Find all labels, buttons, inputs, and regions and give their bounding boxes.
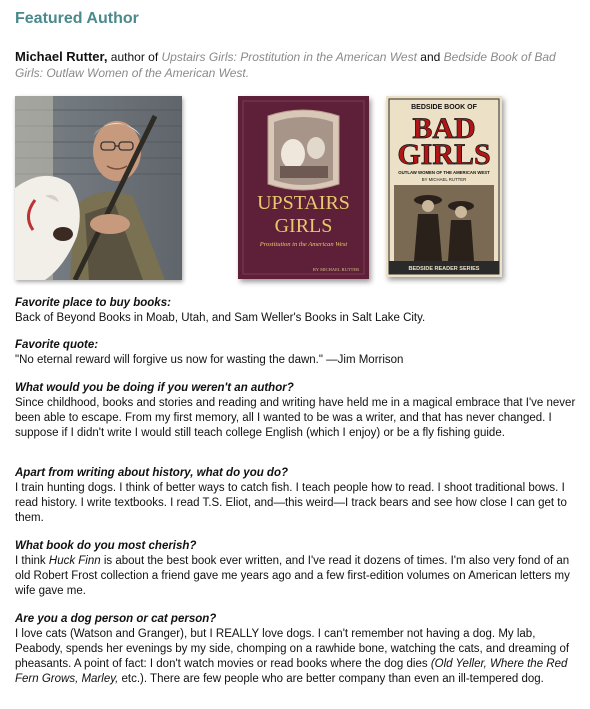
author-photo: [15, 96, 182, 280]
cover-title-line1: UPSTAIRS: [257, 192, 350, 214]
cover-title-line2: GIRLS: [397, 138, 491, 171]
question: Favorite place to buy books:: [15, 297, 171, 309]
answer: [15, 554, 585, 599]
answer-text: I think: [15, 555, 49, 567]
qa-block: [15, 612, 585, 687]
cover-title-line1: BAD: [412, 112, 476, 145]
answer: I train hunting dogs. I think of better ways to catch fish. I teach people how to read. I shoot traditional bows. I read history. I write textbooks. I read T.S. Eliot, and—this weird—I track bears and see how close I can get to them.: [15, 482, 567, 524]
answer: "No eternal reward will forgive us now for wasting the dawn." —Jim Morrison: [15, 354, 404, 366]
book-link-upstairs-girls[interactable]: Upstairs Girls: Prostitution in the American West: [161, 50, 417, 64]
book-titles: (Old Yeller, Where the Red Fern Grows, Marley,: [15, 658, 568, 685]
qa-block: [15, 338, 585, 368]
cover-title-line2: GIRLS: [274, 215, 333, 237]
qa-block: [15, 381, 585, 441]
book-cover-upstairs-girls[interactable]: [238, 96, 369, 279]
featured-author-heading: Featured Author: [15, 10, 139, 27]
cover-author: BY MICHAEL RUTTER: [312, 267, 360, 272]
cover-author: BY MICHAEL RUTTER: [421, 177, 467, 182]
qa-block: [15, 466, 585, 526]
cover-series: BEDSIDE READER SERIES: [408, 266, 480, 272]
author-name: Michael Rutter,: [15, 49, 108, 64]
book-cover-bad-girls[interactable]: [386, 96, 502, 277]
answer-text: I love cats (Watson and Granger), but I REALLY love dogs. I can't remember not having a dog. My lab, Peabody, spends her evenings by my side, chomping on a rawhide bone, watching the cats, and dreaming of pheasants. A point of fact: I don't watch movies or read books where the dog dies: [15, 628, 570, 670]
answer-text: etc.). There are few people who are better company than even an ill-tempered dog.: [118, 673, 544, 685]
cover-top-label: BEDSIDE BOOK OF: [411, 104, 477, 111]
answer: [15, 627, 585, 687]
intro-text: author of: [107, 50, 162, 64]
book-link-bad-girls[interactable]: Bedside Book of Bad Girls: Outlaw Women of the American West.: [15, 50, 556, 80]
qa-block: [15, 296, 585, 326]
author-intro: [15, 49, 585, 81]
cover-subtitle: OUTLAW WOMEN OF THE AMERICAN WEST: [398, 170, 490, 175]
question: Favorite quote:: [15, 339, 99, 351]
intro-text: and: [416, 50, 444, 64]
answer-text: is about the best book ever written, and I've read it dozens of times. I'm also very fond of an old Robert Frost collection a friend gave me years ago and a few first-edition volumes on American letters my wife gave me.: [15, 555, 570, 597]
question: Are you a dog person or cat person?: [15, 613, 217, 625]
book-title: Huck Finn: [48, 555, 101, 567]
question: What would you be doing if you weren't an author?: [15, 382, 294, 394]
qa-block: [15, 539, 585, 599]
answer: Back of Beyond Books in Moab, Utah, and Sam Weller's Books in Salt Lake City.: [15, 312, 426, 324]
question: Apart from writing about history, what do you do?: [15, 467, 289, 479]
question: What book do you most cherish?: [15, 540, 197, 552]
answer: Since childhood, books and stories and reading and writing have held me in a magical embrace that I've never been able to escape. From my first memory, all I wanted to be was a writer, and that has never changed. I suppose if I didn't write I would still teach college English (which I enjoy) or be a fly fishing guide.: [15, 397, 576, 439]
cover-subtitle: Prostitution in the American West: [259, 241, 348, 248]
